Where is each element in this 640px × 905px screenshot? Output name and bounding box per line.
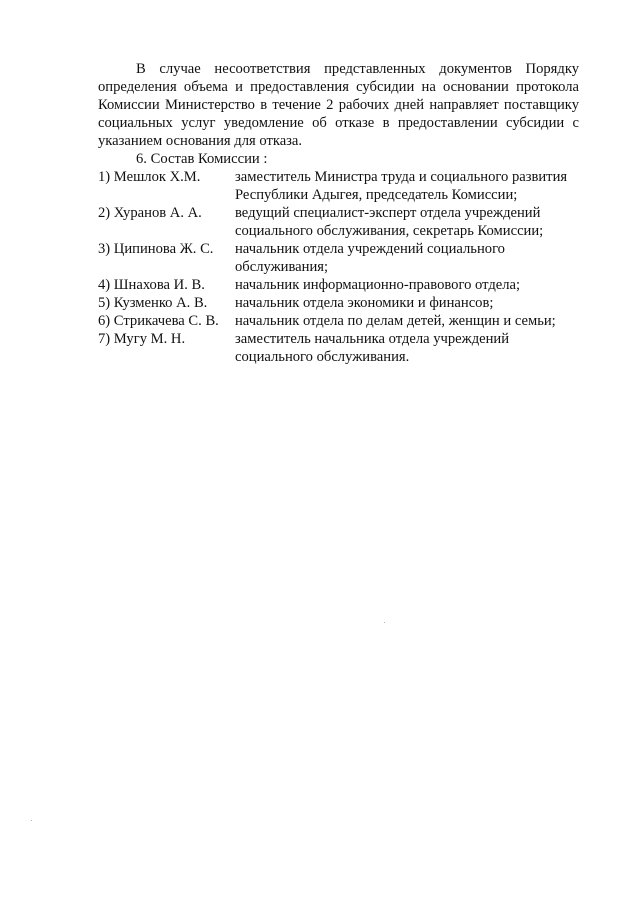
member-role: начальник отдела по делам детей, женщин и семьи; (235, 313, 556, 329)
scan-speck (31, 820, 32, 821)
member-row (98, 276, 579, 294)
document-content (98, 60, 579, 366)
member-row (98, 204, 579, 240)
member-row (98, 312, 579, 330)
member-name: 2) Хуранов А. А. (98, 205, 202, 221)
commission-heading: 6. Состав Комиссии : (136, 151, 268, 167)
member-role: ведущий специалист-эксперт отдела учреждений социального обслуживания, секретарь Комиссии; (235, 205, 544, 239)
member-name: 6) Стрикачева С. В. (98, 313, 219, 329)
refusal-paragraph: В случае несоответствия представленных документов Порядку определения объема и предоставления субсидии на основании протокола Комиссии Министерство в течение 2 рабочих дней направляет поставщику социальных услуг уведомление об отказе в предоставлении субсидии с указанием основания для отказа. (98, 61, 579, 149)
member-name: 3) Ципинова Ж. С. (98, 241, 214, 257)
member-row (98, 294, 579, 312)
member-role: заместитель Министра труда и социального развития Республики Адыгея, председатель Комиссии; (235, 169, 568, 203)
scan-speck (384, 622, 385, 623)
member-role: заместитель начальника отдела учреждений социального обслуживания. (235, 331, 510, 365)
member-role: начальник отдела экономики и финансов; (235, 295, 494, 311)
member-name: 7) Мугу М. Н. (98, 331, 186, 347)
commission-members-table (98, 168, 579, 366)
member-role: начальник отдела учреждений социального обслуживания; (235, 241, 505, 275)
member-row (98, 240, 579, 276)
member-name: 4) Шнахова И. В. (98, 277, 205, 293)
member-row (98, 330, 579, 366)
member-role: начальник информационно-правового отдела; (235, 277, 521, 293)
member-row (98, 168, 579, 204)
member-name: 5) Кузменко А. В. (98, 295, 208, 311)
member-name: 1) Мешлок Х.М. (98, 169, 201, 185)
